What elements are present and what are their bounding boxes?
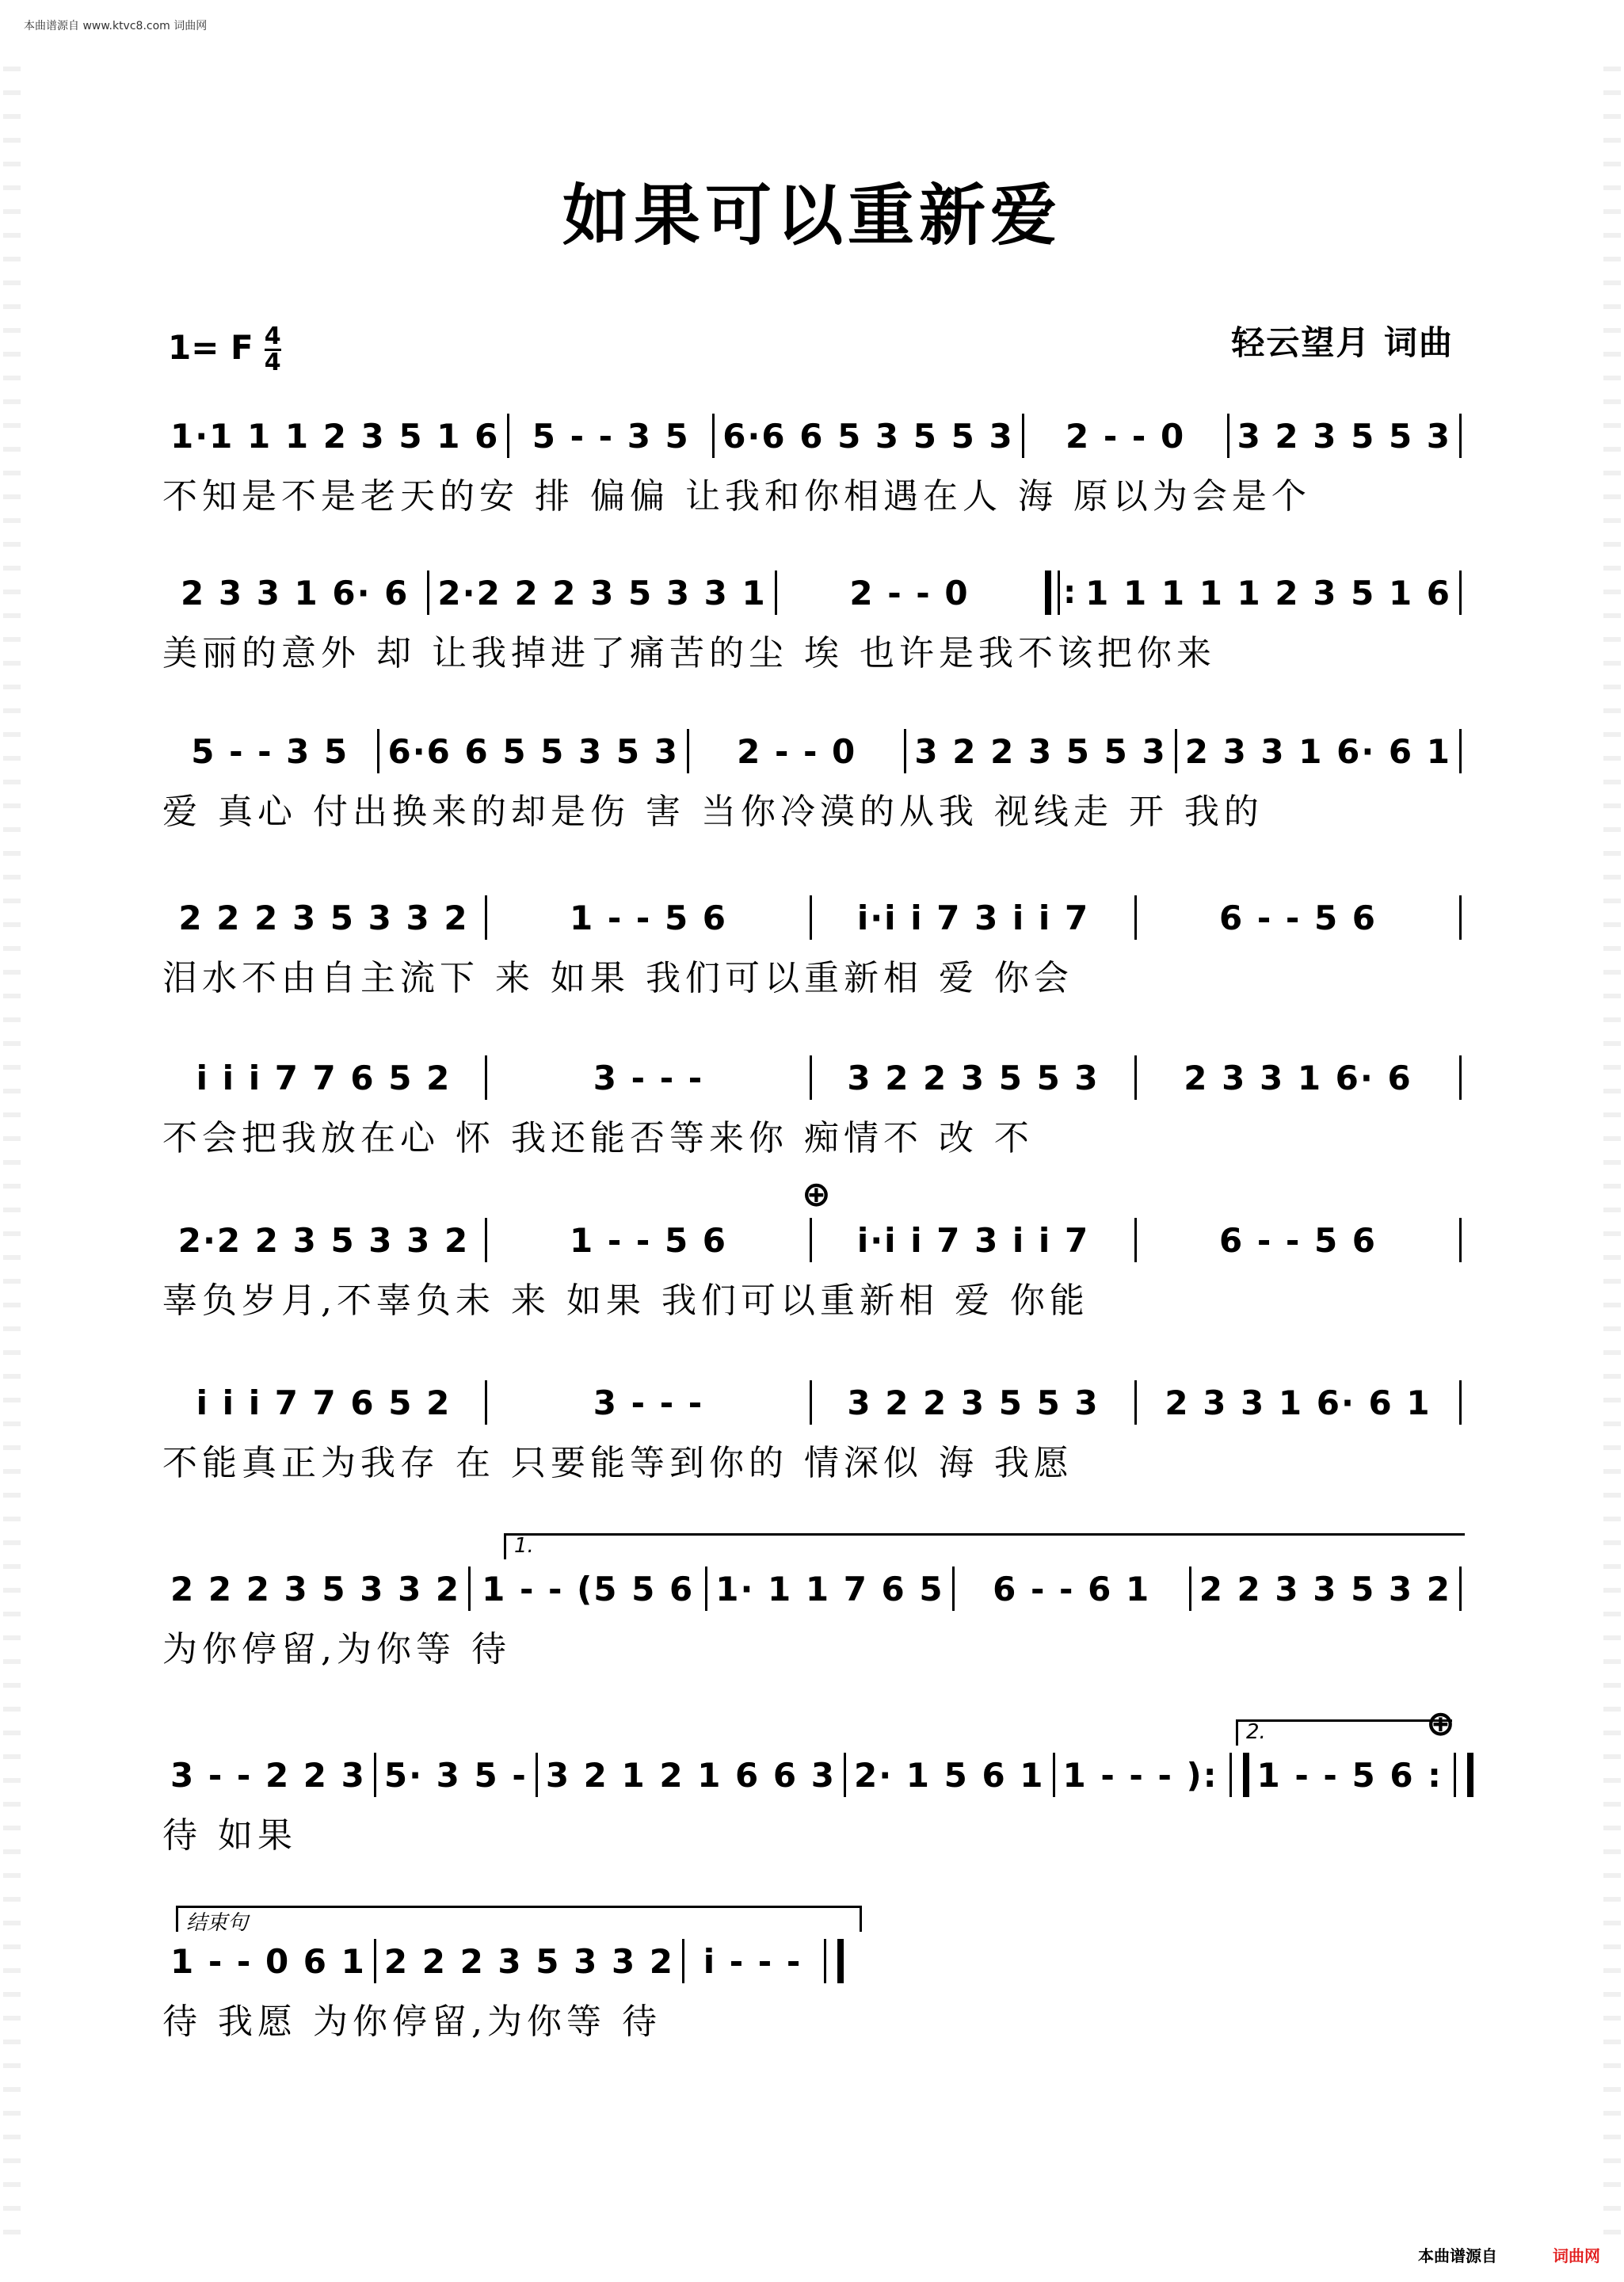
footer-brand-link[interactable]: 词曲网	[1553, 2246, 1600, 2265]
final-barline	[824, 1939, 844, 1983]
coda-icon: ⊕	[802, 1174, 831, 1215]
measure: 6·6 6 5 5 3 5 3	[387, 731, 679, 771]
measure: 3 2 1 2 1 6 6 3	[545, 1755, 836, 1795]
key-signature	[168, 322, 281, 376]
notes-row	[162, 1565, 1462, 1612]
measure: 6 - - 5 6	[1218, 1220, 1378, 1260]
measure: 1 - - 5 6 :	[1256, 1755, 1443, 1795]
notes-row	[162, 1937, 844, 1985]
measure: 3 2 2 3 5 5 3	[847, 1058, 1100, 1097]
measure: i i i 7 7 6 5 2	[196, 1058, 452, 1097]
measure: 1·1 1 1 2 3 5 1 6	[170, 416, 500, 456]
volta-2-bracket	[1236, 1719, 1452, 1746]
measure: 5· 3 5 -	[383, 1755, 528, 1795]
lyrics-row: 不能真正为我存 在 只要能等到你的 情深似 海 我愿	[162, 1443, 1073, 1483]
score-system-1	[162, 412, 1462, 517]
measure: 3 2 2 3 5 5 3	[847, 1383, 1100, 1422]
measure: 6·6 6 5 3 5 5 3	[722, 416, 1014, 456]
repeat-start: :	[1045, 570, 1077, 615]
lyrics-row: 不会把我放在心 怀 我还能否等来你 痴情不 改 不	[162, 1118, 1034, 1158]
score-system-2	[162, 569, 1462, 674]
score-system-8	[162, 1565, 1462, 1670]
score-system-5	[162, 1054, 1462, 1158]
repeat-end	[1454, 1753, 1473, 1797]
measure: 3 - - -	[593, 1383, 704, 1422]
score-system-3	[162, 727, 1462, 832]
volta-label: 2.	[1246, 1720, 1266, 1744]
measure: 1 - - 0 6 1	[170, 1941, 366, 1981]
measure: 1· 1 1 7 6 5	[715, 1569, 944, 1608]
notes-row	[162, 1751, 1462, 1799]
measure: i - - -	[703, 1941, 802, 1981]
lyrics-row: 为你停留,为你等 待	[162, 1629, 511, 1670]
notes-row	[162, 569, 1462, 616]
notes-row	[162, 894, 1462, 941]
side-strip-right	[1603, 48, 1621, 2234]
notes-row	[162, 1379, 1462, 1426]
measure: i i i 7 7 6 5 2	[196, 1383, 452, 1422]
measure: 3 - - -	[593, 1058, 704, 1097]
measure: 1 - - 5 6	[569, 1220, 728, 1260]
score-system-9	[162, 1751, 1462, 1856]
lyrics-row: 泪水不由自主流下 来 如果 我们可以重新相 爱 你会	[162, 958, 1073, 998]
footer-source-label: 本曲谱源自	[1418, 2246, 1497, 2265]
lyrics-row: 辜负岁月,不辜负未 来 如果 我们可以重新相 爱 你能	[162, 1280, 1089, 1321]
measure: 2 - - 0	[1066, 416, 1186, 456]
composer-credit: 轻云望月 词曲	[1231, 323, 1454, 362]
measure: 5 - - 3 5	[532, 416, 690, 456]
measure: i·i i 7 3 i i 7	[856, 898, 1090, 937]
measure: 2·2 2 2 3 5 3 3 1	[437, 573, 767, 612]
score-system-7	[162, 1379, 1462, 1483]
measure: 6 - - 6 1	[993, 1569, 1151, 1608]
measure: 2 2 2 3 5 3 3 2	[170, 1569, 461, 1608]
measure: 5 - - 3 5	[191, 731, 349, 771]
measure: 2 2 2 3 5 3 3 2	[383, 1941, 675, 1981]
notes-row	[162, 412, 1462, 460]
lyrics-row: 待 我愿 为你停留,为你等 待	[162, 2002, 661, 2042]
measure: 1 - - 5 6	[569, 898, 728, 937]
measure: i·i i 7 3 i i 7	[856, 1220, 1090, 1260]
ending-bracket	[176, 1906, 862, 1935]
measure: 2· 1 5 6 1	[853, 1755, 1045, 1795]
measure: 2 3 3 1 6· 6	[1184, 1058, 1412, 1097]
source-header: 本曲谱源自 www.ktvc8.com 词曲网	[24, 20, 208, 32]
lyrics-row: 待 如果	[162, 1815, 297, 1856]
measure: 2 3 3 1 6· 6	[181, 573, 410, 612]
measure: 3 - - 2 2 3	[170, 1755, 366, 1795]
lyrics-row: 美丽的意外 却 让我掉进了痛苦的尘 埃 也许是我不该把你来	[162, 633, 1216, 674]
notes-row	[162, 1054, 1462, 1101]
measure: 6 - - 5 6	[1218, 898, 1378, 937]
measure: 2·2 2 3 5 3 3 2	[177, 1220, 470, 1260]
measure: 1 - - (5 5 6	[482, 1569, 695, 1608]
measure: 2 2 3 3 5 3 2	[1199, 1569, 1452, 1608]
lyrics-row: 爱 真心 付出换来的却是伤 害 当你冷漠的从我 视线走 开 我的	[162, 792, 1264, 832]
measure: 2 3 3 1 6· 6 1	[1184, 731, 1451, 771]
song-title: 如果可以重新爱	[562, 176, 1062, 254]
measure: 3 2 3 5 5 3	[1237, 416, 1452, 456]
measure: 2 3 3 1 6· 6 1	[1165, 1383, 1431, 1422]
score-system-10	[162, 1937, 844, 2042]
notes-row	[162, 727, 1462, 775]
lyrics-row: 不知是不是老天的安 排 偏偏 让我和你相遇在人 海 原以为会是个	[162, 476, 1311, 517]
volta-label: 结束句	[186, 1911, 249, 1935]
coda-icon: ⊕	[1426, 1704, 1455, 1744]
key-label: 1= F	[168, 328, 254, 367]
volta-label: 1.	[514, 1534, 534, 1558]
measure: 1 1 1 1 1 2 3 5 1 6	[1085, 573, 1452, 612]
volta-1-bracket	[504, 1533, 1465, 1559]
score-system-6	[162, 1216, 1462, 1321]
measure: 1 - - - ):	[1062, 1755, 1218, 1795]
measure: 2 - - 0	[849, 573, 970, 612]
measure: 2 2 2 3 5 3 3 2	[178, 898, 469, 937]
time-signature: $\frac{4}{4}$	[264, 322, 281, 376]
measure: 2 - - 0	[737, 731, 857, 771]
side-strip-left	[3, 48, 21, 2234]
repeat-end	[1229, 1753, 1249, 1797]
score-system-4	[162, 894, 1462, 998]
notes-row	[162, 1216, 1462, 1264]
measure: 3 2 2 3 5 5 3	[914, 731, 1167, 771]
